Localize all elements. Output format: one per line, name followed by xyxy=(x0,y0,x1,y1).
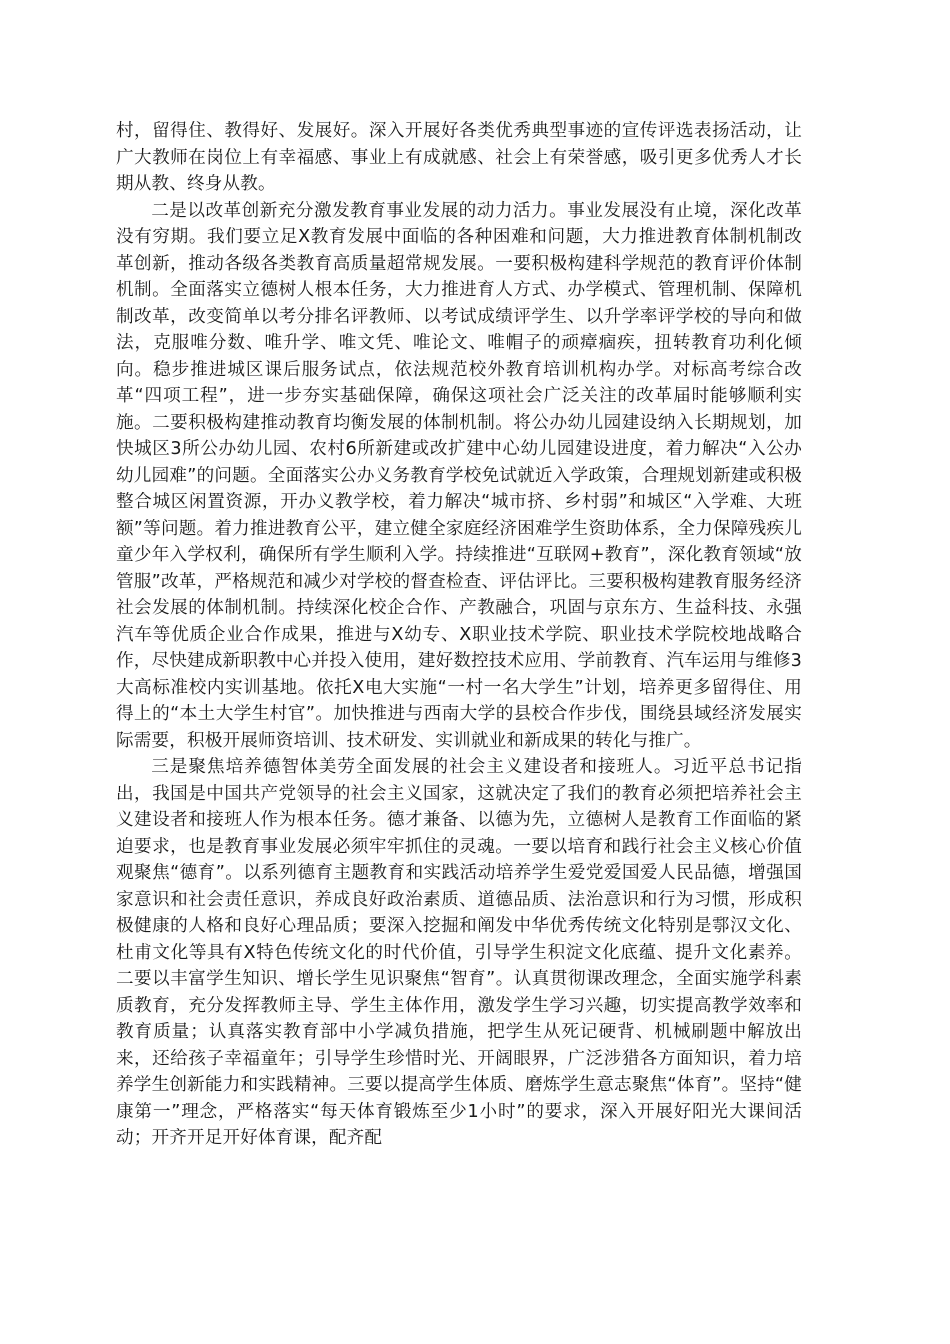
paragraph-continuation: 村，留得住、教得好、发展好。深入开展好各类优秀典型事迹的宣传评选表扬活动，让广大教师在岗位上有幸福感、事业上有成就感、社会上有荣誉感，吸引更多优秀人才长期从教、终身从教。 xyxy=(116,121,802,194)
document-body xyxy=(116,118,802,1152)
paragraph-all-round-development: 三是聚焦培养德智体美劳全面发展的社会主义建设者和接班人。习近平总书记指出，我国是中国共产党领导的社会主义国家，这就决定了我们的教育必须把培养社会主义建设者和接班人作为根本任务。德才兼备、以德为先，立德树人是教育工作面临的紧迫要求，也是教育事业发展必须牢牢抓住的灵魂。一要以培育和践行社会主义核心价值观聚焦“德育”。以系列德育主题教育和实践活动培养学生爱党爱国爱人民品德，增强国家意识和社会责任意识，养成良好政治素质、道德品质、法治意识和行为习惯，形成积极健康的人格和良好心理品质；要深入挖掘和阐发中华优秀传统文化特别是鄠汉文化、杜甫文化等具有X特色传统文化的时代价值，引导学生积淀文化底蕴、提升文化素养。二要以丰富学生知识、增长学生见识聚焦“智育”。认真贯彻课改理念，全面实施学科素质教育，充分发挥教师主导、学生主体作用，激发学生学习兴趣，切实提高教学效率和教育质量；认真落实教育部中小学减负措施，把学生从死记硬背、机械刷题中解放出来，还给孩子幸福童年；引导学生珍惜时光、开阔眼界，广泛涉猎各方面知识，着力培养学生创新能力和实践精神。三要以提高学生体质、磨炼学生意志聚焦“体育”。坚持“健康第一”理念，严格落实“每天体育锻炼至少1小时”的要求，深入开展好阳光大课间活动；开齐开足开好体育课，配齐配 xyxy=(116,757,802,1148)
paragraph-reform-innovation: 二是以改革创新充分激发教育事业发展的动力活力。事业发展没有止境，深化改革没有穷期。我们要立足X教育发展中面临的各种困难和问题，大力推进教育体制机制改革创新，推动各级各类教育高质量超常规发展。一要积极构建科学规范的教育评价体制机制。全面落实立德树人根本任务，大力推进育人方式、办学模式、管理机制、保障机制改革，改变简单以考分排名评教师、以考试成绩评学生、以升学率评学校的导向和做法，克服唯分数、唯升学、唯文凭、唯论文、唯帽子的顽瘴痼疾，扭转教育功利化倾向。稳步推进城区课后服务试点，依法规范校外教育培训机构办学。对标高考综合改革“四项工程”，进一步夯实基础保障，确保这项社会广泛关注的改革届时能够顺利实施。二要积极构建推动教育均衡发展的体制机制。将公办幼儿园建设纳入长期规划，加快城区3所公办幼儿园、农村6所新建或改扩建中心幼儿园建设进度，着力解决“入公办幼儿园难”的问题。全面落实公办义务教育学校免试就近入学政策，合理规划新建或积极整合城区闲置资源，开办义教学校，着力解决“城市挤、乡村弱”和城区“入学难、大班额”等问题。着力推进教育公平，建立健全家庭经济困难学生资助体系，全力保障残疾儿童少年入学权利，确保所有学生顺利入学。持续推进“互联网+教育”，深化教育领域“放管服”改革，严格规范和减少对学校的督查检查、评估评比。三要积极构建教育服务经济社会发展的体制机制。持续深化校企合作、产教融合，巩固与京东方、生益科技、永强汽车等优质企业合作成果，推进与X幼专、X职业技术学院、职业技术学院校地战略合作，尽快建成新职教中心并投入使用，建好数控技术应用、学前教育、汽车运用与维修3大高标准校内实训基地。依托X电大实施“一村一名大学生”计划，培养更多留得住、用得上的“本土大学生村官”。加快推进与西南大学的县校合作步伐，围绕县域经济发展实际需要，积极开展师资培训、技术研发、实训就业和新成果的转化与推广。 xyxy=(116,200,802,751)
